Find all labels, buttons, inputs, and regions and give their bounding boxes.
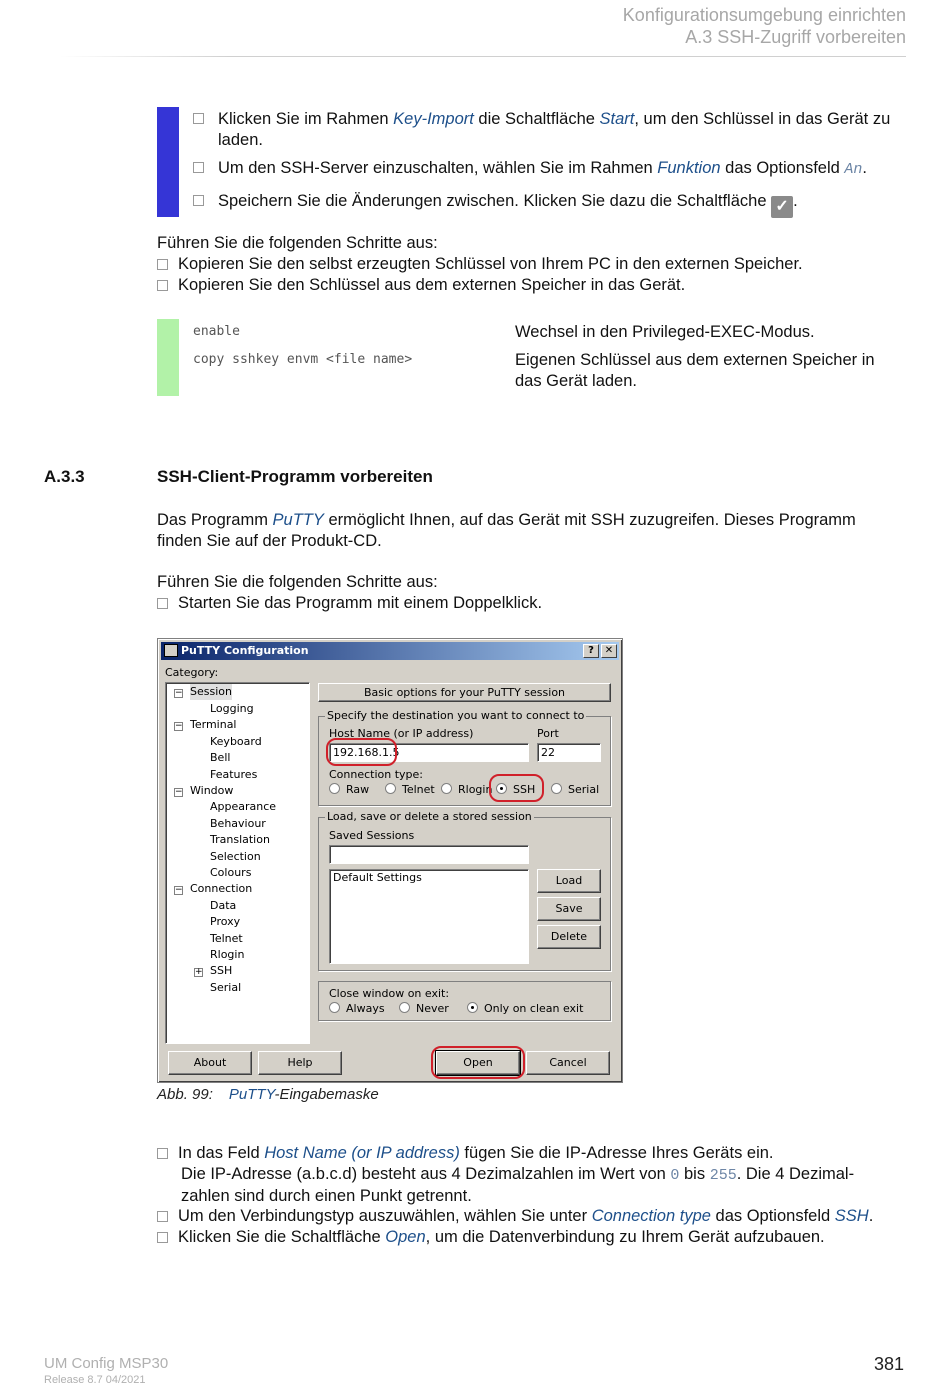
sessions-group-label: Load, save or delete a stored session	[327, 810, 532, 823]
category-tree[interactable]	[165, 682, 310, 1044]
save-button[interactable]: Save	[537, 897, 601, 921]
radio-icon	[329, 783, 340, 794]
radio-icon	[399, 1002, 410, 1013]
destination-group-label: Specify the destination you want to connect to	[327, 709, 585, 722]
collapse-icon[interactable]: −	[175, 688, 183, 698]
open-button[interactable]: Open	[436, 1051, 520, 1075]
page-number: 381	[873, 1354, 904, 1374]
saved-sessions-label: Saved Sessions	[329, 829, 415, 842]
highlight-open	[431, 1046, 525, 1079]
radio-clean-exit[interactable]: Only on clean exit	[467, 1002, 583, 1015]
tree-item-appearance[interactable]: Appearance	[210, 800, 277, 813]
port-input[interactable]: 22	[537, 743, 601, 762]
expand-icon[interactable]: +	[195, 967, 203, 977]
help-icon[interactable]: ?	[583, 644, 599, 658]
tree-item-session[interactable]: Session	[190, 685, 232, 698]
radio-icon	[385, 783, 396, 794]
sessions-list[interactable]	[329, 869, 529, 964]
cli-marker-bar	[157, 319, 179, 396]
bullet-icon	[193, 162, 204, 173]
cli-description: Eigenen Schlüssel aus dem externen Speicher in das Gerät laden.	[515, 351, 875, 390]
radio-never[interactable]: Never	[399, 1002, 449, 1015]
step-copy-pc: Kopieren Sie den selbst erzeugten Schlüssel von Ihrem PC in den externen Speicher.	[157, 254, 905, 275]
bullet-icon	[157, 1148, 168, 1159]
step-open: Klicken Sie die Schaltfläche Open, um die Datenverbindung zu Ihrem Gerät aufzubauen.	[157, 1227, 905, 1248]
cli-command: copy sshkey envm <file name>	[193, 352, 413, 367]
putty-title: PuTTY Configuration	[181, 644, 309, 657]
help-button[interactable]: Help	[258, 1051, 342, 1075]
radio-always[interactable]: Always	[329, 1002, 385, 1015]
radio-selected-icon	[467, 1002, 478, 1013]
bullet-icon	[157, 1211, 168, 1222]
tree-item-serial[interactable]: Serial	[210, 981, 242, 994]
section-number: A.3.3	[44, 467, 85, 486]
tree-item-telnet[interactable]: Telnet	[210, 932, 243, 945]
saved-sessions-input[interactable]	[329, 845, 529, 864]
cli-command: enable	[193, 324, 240, 339]
step-save: Speichern Sie die Änderungen zwischen. Klicken Sie dazu die Schaltfläche ✓ .	[193, 191, 905, 218]
close-exit-label: Close window on exit:	[329, 987, 450, 1000]
running-header-section: A.3 SSH-Zugriff vorbereiten	[685, 27, 906, 47]
port-label: Port	[537, 727, 559, 740]
running-header-chapter: Konfigurationsumgebung einrichten	[622, 5, 906, 25]
list-item[interactable]: Default Settings	[333, 871, 422, 884]
load-button[interactable]: Load	[537, 869, 601, 893]
tree-item-colours[interactable]: Colours	[210, 866, 252, 879]
tree-item-ssh[interactable]: SSH	[210, 964, 233, 977]
bullet-icon	[157, 280, 168, 291]
bullet-icon	[193, 195, 204, 206]
value-0: 0	[670, 1167, 680, 1184]
intro-steps-2: Führen Sie die folgenden Schritte aus:	[157, 573, 438, 591]
highlight-ssh	[489, 774, 544, 802]
tree-item-keyboard[interactable]: Keyboard	[210, 735, 262, 748]
putty-window	[157, 638, 623, 1083]
checkmark-save-icon: ✓	[771, 196, 793, 218]
tree-item-proxy[interactable]: Proxy	[210, 915, 241, 928]
tree-item-translation[interactable]: Translation	[210, 833, 270, 846]
highlight-host	[326, 738, 397, 766]
radio-raw[interactable]: Raw	[329, 783, 369, 796]
radio-rlogin[interactable]: Rlogin	[441, 783, 492, 796]
tree-item-behaviour[interactable]: Behaviour	[210, 817, 266, 830]
bullet-icon	[157, 1232, 168, 1243]
tree-item-terminal[interactable]: Terminal	[190, 718, 237, 731]
link-connection-type: Connection type	[591, 1207, 711, 1225]
step-host-name: In das Feld Host Name (or IP address) fügen Sie die IP-Adresse Ihres Geräts ein.	[157, 1143, 905, 1164]
connection-type-label: Connection type:	[329, 768, 424, 781]
section-title: SSH-Client-Programm vorbereiten	[157, 467, 433, 486]
radio-ssh[interactable]: SSH	[496, 783, 535, 796]
radio-telnet[interactable]: Telnet	[385, 783, 435, 796]
sessions-group	[318, 810, 611, 971]
putty-titlebar	[161, 642, 619, 660]
close-on-exit-group	[318, 981, 611, 1021]
step-key-import: Klicken Sie im Rahmen Key-Import die Schaltfläche Start, um den Schlüssel in das Gerät zu laden.	[193, 109, 905, 151]
link-start: Start	[599, 110, 635, 128]
intro-putty: Das Programm PuTTY ermöglicht Ihnen, auf das Gerät mit SSH zuzugreifen. Dieses Programm finden Sie auf der Produkt-CD.	[157, 511, 856, 550]
value-255: 255	[709, 1167, 737, 1184]
delete-button[interactable]: Delete	[537, 925, 601, 949]
link-putty: PuTTY	[272, 511, 324, 529]
cli-description: Wechsel in den Privileged-EXEC-Modus.	[515, 323, 815, 341]
ip-address-note: Die IP-Adresse (a.b.c.d) besteht aus 4 Dezimalzahlen im Wert von 0 bis 255. Die 4 Dezimal- zahlen sind durch einen Punkt getrennt.	[181, 1165, 855, 1205]
step-start-program: Starten Sie das Programm mit einem Doppelklick.	[157, 593, 542, 614]
tree-item-connection[interactable]: Connection	[190, 882, 253, 895]
link-key-import: Key-Import	[393, 110, 474, 128]
step-ssh-server: Um den SSH-Server einzuschalten, wählen Sie im Rahmen Funktion das Optionsfeld An.	[193, 158, 905, 180]
collapse-icon[interactable]: −	[175, 721, 183, 731]
link-funktion: Funktion	[657, 159, 721, 177]
radio-icon	[441, 783, 452, 794]
putty-app-icon	[164, 644, 178, 657]
tree-item-rlogin[interactable]: Rlogin	[210, 948, 245, 961]
link-open: Open	[385, 1228, 426, 1246]
radio-icon	[329, 1002, 340, 1013]
caption-link: PuTTY	[228, 1086, 275, 1103]
figure-caption: Abb. 99: PuTTY-Eingabemaske	[157, 1086, 379, 1103]
header-rule	[60, 56, 906, 57]
intro-steps-1: Führen Sie die folgenden Schritte aus:	[157, 234, 438, 252]
tree-item-features[interactable]: Features	[210, 768, 258, 781]
host-input[interactable]: 192.168.1.5	[329, 743, 529, 762]
tree-item-bell[interactable]: Bell	[210, 751, 231, 764]
tree-item-selection[interactable]: Selection	[210, 850, 261, 863]
host-label: Host Name (or IP address)	[329, 727, 474, 740]
tree-item-logging[interactable]: Logging	[210, 702, 254, 715]
tree-item-window[interactable]: Window	[190, 784, 234, 797]
session-banner: Basic options for your PuTTY session	[318, 683, 611, 702]
code-an: An	[844, 161, 863, 178]
bullet-icon	[193, 113, 204, 124]
link-ssh: SSH	[834, 1207, 869, 1225]
radio-serial[interactable]: Serial	[551, 783, 599, 796]
category-label: Category:	[165, 666, 219, 679]
footer-release: Release 8.7 04/2021	[44, 1374, 146, 1386]
close-icon[interactable]: ✕	[601, 644, 617, 658]
bullet-icon	[157, 598, 168, 609]
bullet-icon	[157, 259, 168, 270]
link-host-name: Host Name (or IP address)	[264, 1144, 460, 1162]
step-connection-type: Um den Verbindungstyp auszuwählen, wählen Sie unter Connection type das Optionsfeld SSH.	[157, 1206, 905, 1227]
radio-icon	[551, 783, 562, 794]
step-copy-device: Kopieren Sie den Schlüssel aus dem externen Speicher in das Gerät.	[157, 275, 905, 296]
collapse-icon[interactable]: −	[175, 787, 183, 797]
step-marker-bar	[157, 107, 179, 217]
about-button[interactable]: About	[168, 1051, 252, 1075]
collapse-icon[interactable]: −	[175, 885, 183, 895]
footer-doc-title: UM Config MSP30	[44, 1355, 169, 1372]
cancel-button[interactable]: Cancel	[526, 1051, 610, 1075]
tree-item-data[interactable]: Data	[210, 899, 237, 912]
